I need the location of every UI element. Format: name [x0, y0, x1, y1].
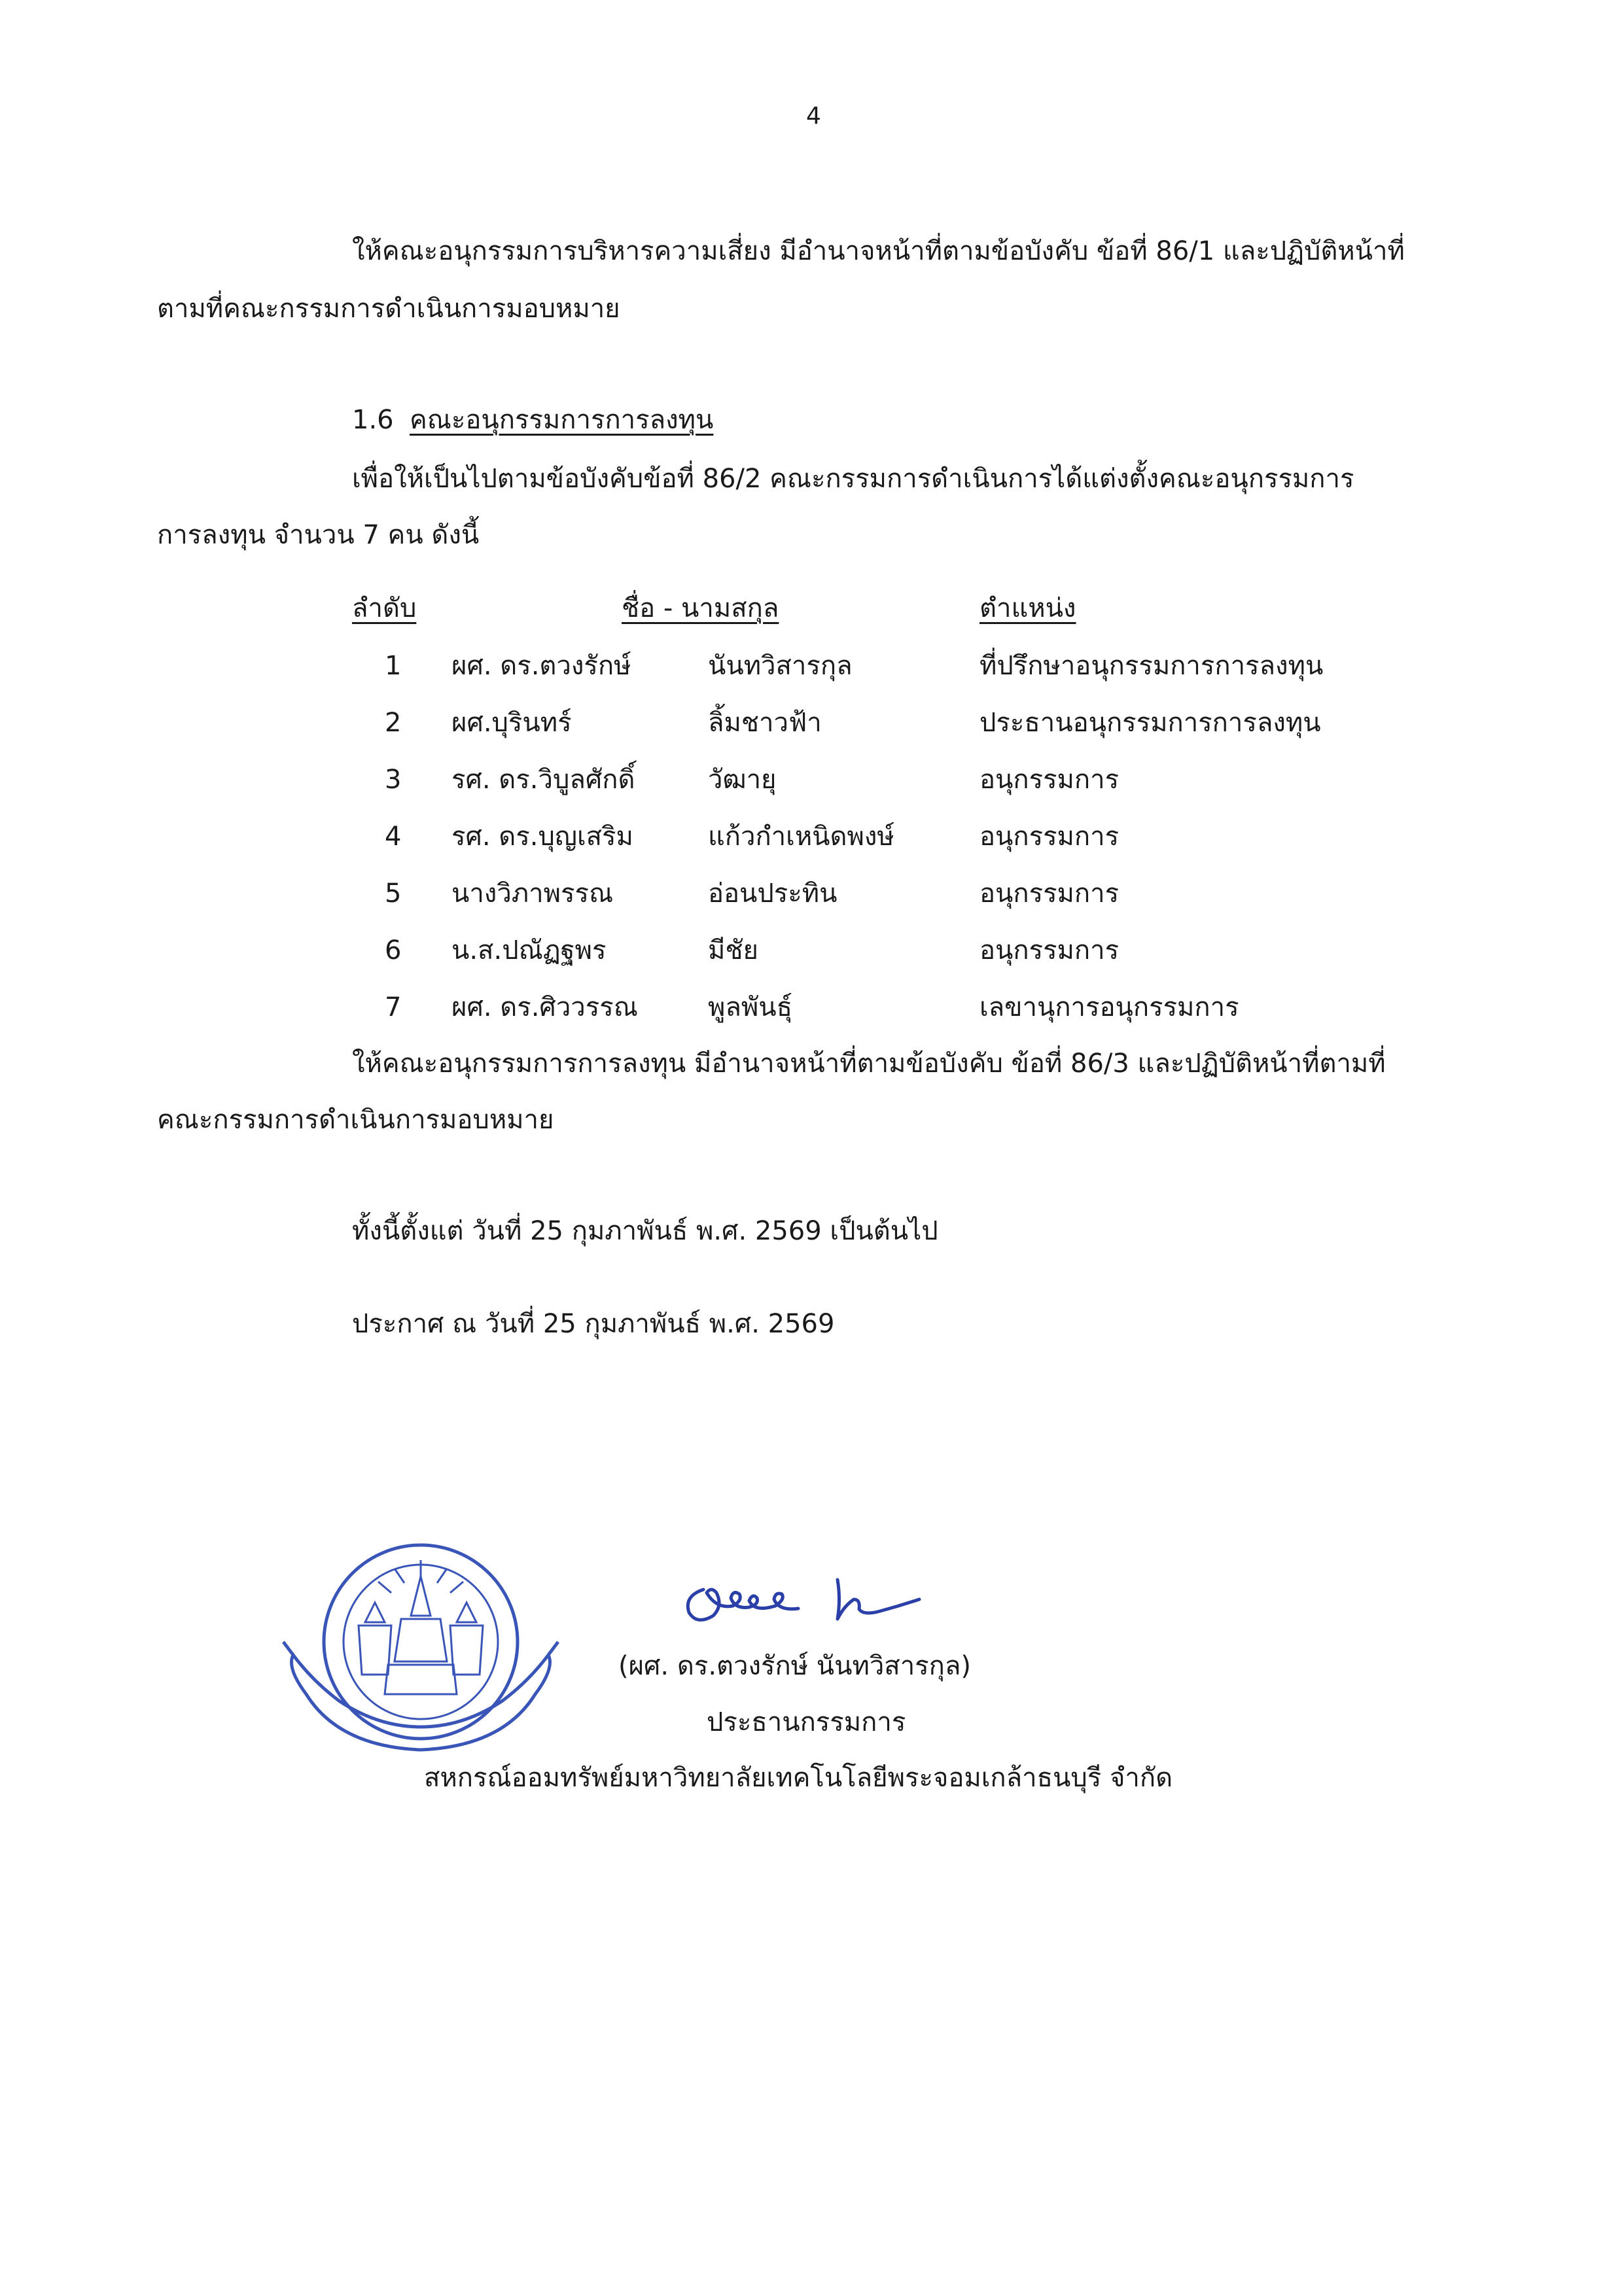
announcement-date: ประกาศ ณ วันที่ 25 กุมภาพันธ์ พ.ศ. 2569	[352, 1309, 835, 1339]
signatory-title: ประธานกรรมการ	[707, 1707, 906, 1737]
member-first-name: น.ส.ปณัฏฐพร	[451, 935, 607, 965]
row-number: 5	[385, 878, 402, 909]
row-number: 3	[385, 765, 402, 795]
signature	[677, 1560, 926, 1632]
row-number: 4	[385, 822, 402, 852]
member-first-name: ผศ. ดร.ศิววรรณ	[451, 992, 638, 1022]
section-intro: การลงทุน จำนวน 7 คน ดังนี้	[157, 520, 480, 550]
member-last-name: วัฒายุ	[708, 765, 777, 795]
member-position: อนุกรรมการ	[980, 935, 1120, 965]
member-first-name: รศ. ดร.บุญเสริม	[451, 822, 633, 852]
row-number: 2	[385, 708, 402, 738]
member-first-name: รศ. ดร.วิบูลศักดิ์	[451, 765, 635, 795]
header-position: ตำแหน่ง	[980, 593, 1076, 623]
cooperative-seal	[280, 1531, 561, 1766]
row-number: 6	[385, 935, 402, 965]
member-position: เลขานุการอนุกรรมการ	[980, 992, 1239, 1022]
header-order: ลำดับ	[352, 593, 417, 623]
member-position: ที่ปรึกษาอนุกรรมการการลงทุน	[980, 651, 1324, 681]
paragraph-line: ให้คณะอนุกรรมการการลงทุน มีอำนาจหน้าที่ตามข้อบังคับ ข้อที่ 86/3 และปฏิบัติหน้าที่ตามที่	[352, 1049, 1386, 1079]
member-last-name: แก้วกำเหนิดพงษ์	[708, 822, 894, 852]
member-last-name: มีชัย	[708, 935, 758, 965]
row-number: 7	[385, 992, 402, 1022]
member-position: อนุกรรมการ	[980, 822, 1120, 852]
signatory-organization: สหกรณ์ออมทรัพย์มหาวิทยาลัยเทคโนโลยีพระจอมเกล้าธนบุรี จำกัด	[424, 1763, 1173, 1793]
paragraph-line: ให้คณะอนุกรรมการบริหารความเสี่ยง มีอำนาจหน้าที่ตามข้อบังคับ ข้อที่ 86/1 และปฏิบัติหน้าที่	[352, 236, 1405, 266]
paragraph-line: คณะกรรมการดำเนินการมอบหมาย	[157, 1105, 554, 1135]
member-position: อนุกรรมการ	[980, 765, 1120, 795]
section-title: คณะอนุกรรมการการลงทุน	[410, 405, 714, 435]
member-last-name: พูลพันธุ์	[708, 992, 793, 1022]
member-position: อนุกรรมการ	[980, 878, 1120, 909]
member-first-name: ผศ.บุรินทร์	[451, 708, 572, 738]
section-number: 1.6	[352, 405, 394, 435]
member-first-name: นางวิภาพรรณ	[451, 878, 614, 909]
page-number: 4	[806, 103, 821, 130]
member-first-name: ผศ. ดร.ตวงรักษ์	[451, 651, 631, 681]
effective-date: ทั้งนี้ตั้งแต่ วันที่ 25 กุมภาพันธ์ พ.ศ. 2569 เป็นต้นไป	[352, 1216, 938, 1246]
member-position: ประธานอนุกรรมการการลงทุน	[980, 708, 1321, 738]
signatory-name: (ผศ. ดร.ตวงรักษ์ นันทวิสารกุล)	[618, 1651, 972, 1681]
member-last-name: อ่อนประทิน	[708, 878, 838, 909]
row-number: 1	[385, 651, 402, 681]
header-name: ชื่อ - นามสกุล	[622, 593, 779, 623]
paragraph-line: ตามที่คณะกรรมการดำเนินการมอบหมาย	[157, 294, 620, 324]
member-last-name: นันทวิสารกุล	[708, 651, 853, 681]
member-last-name: ลิ้มชาวฟ้า	[708, 708, 822, 738]
section-intro: เพื่อให้เป็นไปตามข้อบังคับข้อที่ 86/2 คณะกรรมการดำเนินการได้แต่งตั้งคณะอนุกรรมการ	[352, 464, 1354, 494]
